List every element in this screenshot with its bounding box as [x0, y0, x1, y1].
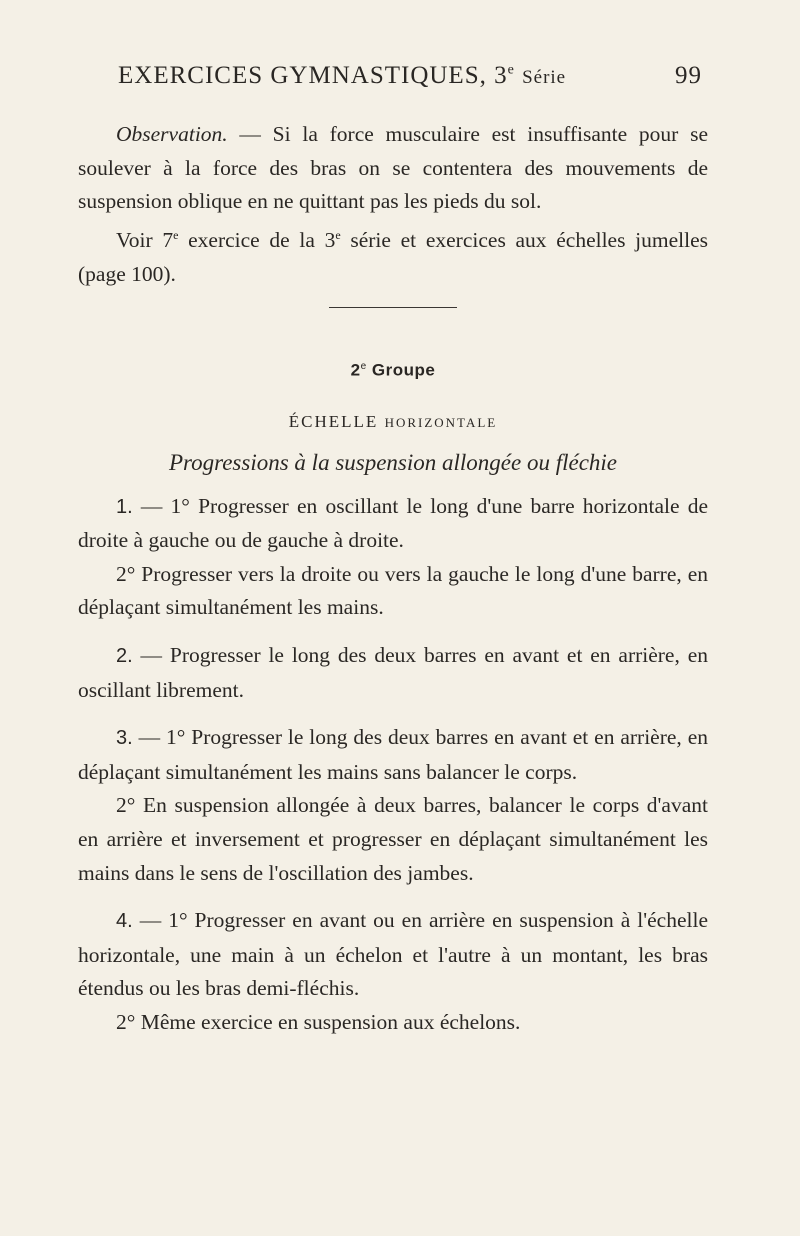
observation-paragraph: [78, 118, 708, 219]
exercise-text: — Progresser le long des deux barres en avant et en arrière, en oscillant librement.: [78, 642, 708, 702]
exercise-1-part-2: 2° Progresser vers la droite ou vers la gauche le long d'une barre, en déplaçant simultanément les mains.: [78, 561, 708, 620]
running-title-sup: e: [507, 62, 515, 78]
observation-text: — Si la force musculaire est insuffisante pour se soulever à la force des bras on se contentera des mouvements de suspension oblique en ne quittant pas les pieds du sol.: [78, 122, 708, 214]
exercise-text: — 1° Progresser le long des deux barres en avant et en arrière, en déplaçant simultanément les mains sans balancer le corps.: [78, 725, 708, 784]
see-also-text-b: exercice de la 3: [178, 227, 336, 252]
running-title: [118, 62, 566, 90]
see-also-sup-2: e: [335, 227, 341, 242]
exercise-2: [78, 639, 708, 707]
exercise-1-part-1: [78, 490, 708, 558]
exercise-text: — 1° Progresser en avant ou en arrière en suspension à l'échelle horizontale, une main à un échelon et l'autre à un montant, les bras étendus ou les bras demi-fléchis.: [78, 908, 708, 1001]
exercise-number: 3.: [116, 727, 133, 750]
running-title-main: EXERCICES GYMNASTIQUES, 3: [118, 62, 508, 89]
group-label: Groupe: [366, 360, 436, 380]
section-word-1: CHELLE: [301, 412, 385, 432]
exercise-3-part-2: 2° En suspension allongée à deux barres, balancer le corps d'avant en arrière et inversement et progresser en déplaçant simultanément les mains dans le sens de l'oscillation des jambes.: [78, 793, 708, 885]
page-number: 99: [675, 62, 702, 89]
group-number: 2: [350, 360, 361, 380]
exercise-4-part-1: [78, 904, 708, 1006]
spacer: [78, 890, 708, 904]
exercise-number: 2.: [116, 644, 133, 667]
spacer: [78, 707, 708, 721]
section-initial: É: [288, 412, 302, 432]
spacer: [78, 625, 708, 639]
section-heading: [78, 405, 708, 440]
group-number-sup: e: [360, 361, 367, 373]
observation-label: Observation.: [116, 122, 228, 146]
see-also-text-c: série et exercices aux échelles jumelles (page 100).: [78, 227, 709, 286]
section-subtitle: Progressions à la suspension allongée ou fléchie: [168, 449, 618, 475]
see-also-paragraph: [78, 219, 708, 291]
exercise-text: — 1° Progresser en oscillant le long d'une barre horizontale de droite à gauche ou de gauche à droite.: [78, 493, 708, 553]
exercise-number: 1.: [116, 495, 133, 518]
running-header: [118, 62, 702, 90]
separator-rule: [329, 307, 457, 308]
page-body: [78, 118, 708, 1039]
running-title-series: Série: [522, 67, 567, 88]
exercise-3-part-1: [78, 721, 708, 789]
see-also-sup-1: e: [173, 227, 179, 242]
see-also-text-a: Voir 7: [116, 227, 174, 252]
group-heading: [78, 350, 708, 387]
section-word-2: HORIZONTALE: [384, 415, 498, 431]
exercise-4-part-2: 2° Même exercice en suspension aux échelons.: [116, 1009, 521, 1034]
exercise-number: 4.: [116, 910, 133, 933]
